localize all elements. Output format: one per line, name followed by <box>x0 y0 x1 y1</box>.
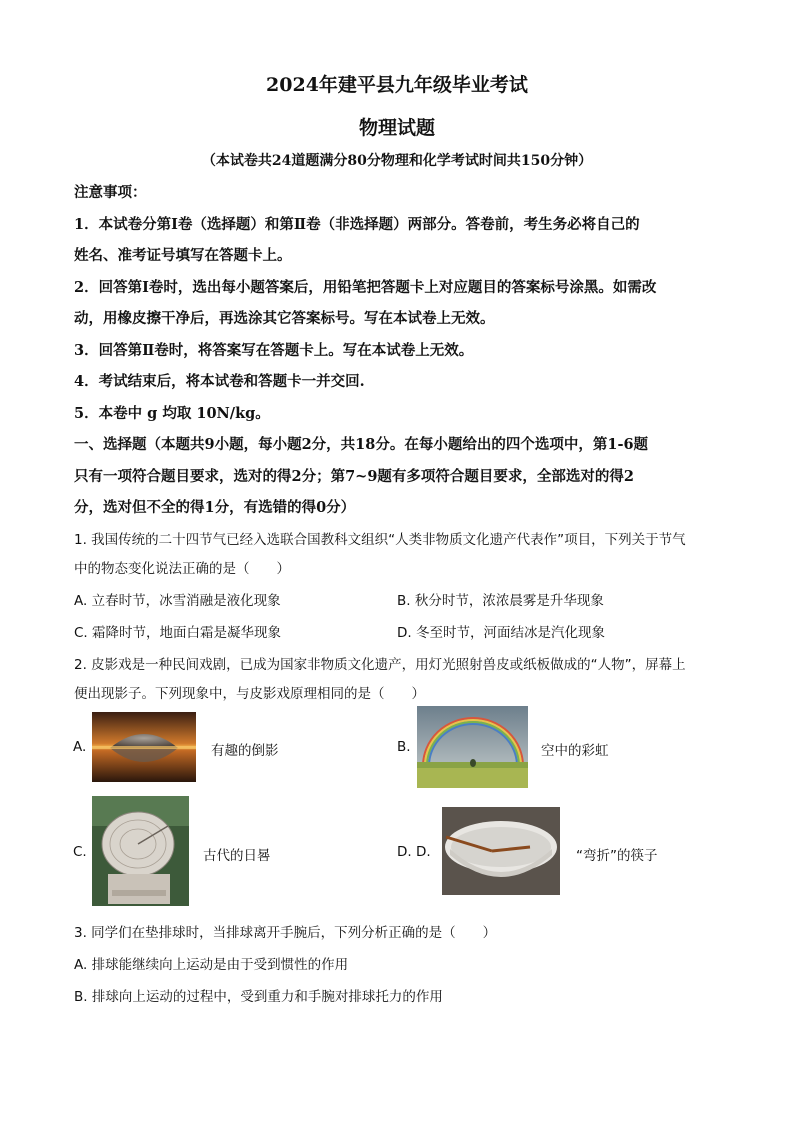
note-1-line-2: 姓名、准考证号填写在答题卡上。 <box>74 247 292 264</box>
note-4: 4．考试结束后，将本试卷和答题卡一并交回. <box>74 373 365 390</box>
exam-title: 2024年建平县九年级毕业考试 <box>266 74 528 96</box>
q1-option-a: A. 立春时节，冰雪消融是液化现象 <box>74 593 281 609</box>
q2-option-d-label: D. D. <box>397 844 431 860</box>
q1-option-c: C. 霜降时节，地面白霜是凝华现象 <box>74 625 282 641</box>
bent-chopsticks-photo <box>442 807 560 895</box>
q3-option-b: B. 排球向上运动的过程中，受到重力和手腕对排球托力的作用 <box>74 989 443 1005</box>
q2-option-a-label: A. <box>73 739 87 755</box>
q3-option-a: A. 排球能继续向上运动是由于受到惯性的作用 <box>74 957 349 973</box>
note-5: 5．本卷中 g 均取 10N/kg。 <box>74 405 270 422</box>
rainbow-photo <box>417 706 528 788</box>
q3-stem: 3. 同学们在垫排球时，当排球离开手腕后，下列分析正确的是（ ） <box>74 925 497 941</box>
note-1-line-1: 1．本试卷分第Ⅰ卷（选择题）和第Ⅱ卷（非选择题）两部分。答卷前，考生务必将自己的 <box>74 216 640 233</box>
exam-subtitle: 物理试题 <box>358 117 435 139</box>
sundial-photo <box>92 796 189 906</box>
notes-heading: 注意事项： <box>74 184 147 201</box>
q2-option-a-caption: 有趣的倒影 <box>211 743 279 759</box>
q2-option-b-caption: 空中的彩虹 <box>541 743 609 759</box>
exam-info: （本试卷共24道题满分80分物理和化学考试时间共150分钟） <box>201 153 593 169</box>
note-2-line-1: 2．回答第Ⅰ卷时，选出每小题答案后，用铅笔把答题卡上对应题目的答案标号涂黑。如需改 <box>74 279 657 296</box>
q1-option-d: D. 冬至时节，河面结冰是汽化现象 <box>397 625 605 641</box>
q1-option-b: B. 秋分时节，浓浓晨雾是升华现象 <box>397 593 604 609</box>
reflection-photo <box>92 712 196 782</box>
q2-option-d-caption: “弯折”的筷子 <box>576 848 658 864</box>
q2-stem-line-2: 便出现影子。下列现象中，与皮影戏原理相同的是（ ） <box>74 686 425 702</box>
q1-stem-line-2: 中的物态变化说法正确的是（ ） <box>74 561 290 577</box>
q2-option-b-label: B. <box>397 739 411 755</box>
section-1-line-1: 一、选择题（本题共9小题，每小题2分，共18分。在每小题给出的四个选项中，第1-6题 <box>74 436 649 453</box>
q1-stem-line-1: 1. 我国传统的二十四节气已经入选联合国教科文组织“人类非物质文化遗产代表作”项目，下列关于节气 <box>74 532 686 548</box>
section-1-line-3: 分，选对但不全的得1分，有选错的得0分） <box>74 499 356 516</box>
note-2-line-2: 动，用橡皮擦干净后，再选涂其它答案标号。写在本试卷上无效。 <box>74 310 495 327</box>
section-1-line-2: 只有一项符合题目要求，选对的得2分；第7~9题有多项符合题目要求，全部选对的得2 <box>74 468 635 485</box>
q2-stem-line-1: 2. 皮影戏是一种民间戏剧，已成为国家非物质文化遗产，用灯光照射兽皮或纸板做成的“人物”，屏幕上 <box>74 657 686 673</box>
q2-option-c-caption: 古代的日晷 <box>203 848 271 864</box>
note-3: 3．回答第Ⅱ卷时，将答案写在答题卡上。写在本试卷上无效。 <box>74 342 474 359</box>
q2-option-c-label: C. <box>73 844 87 860</box>
